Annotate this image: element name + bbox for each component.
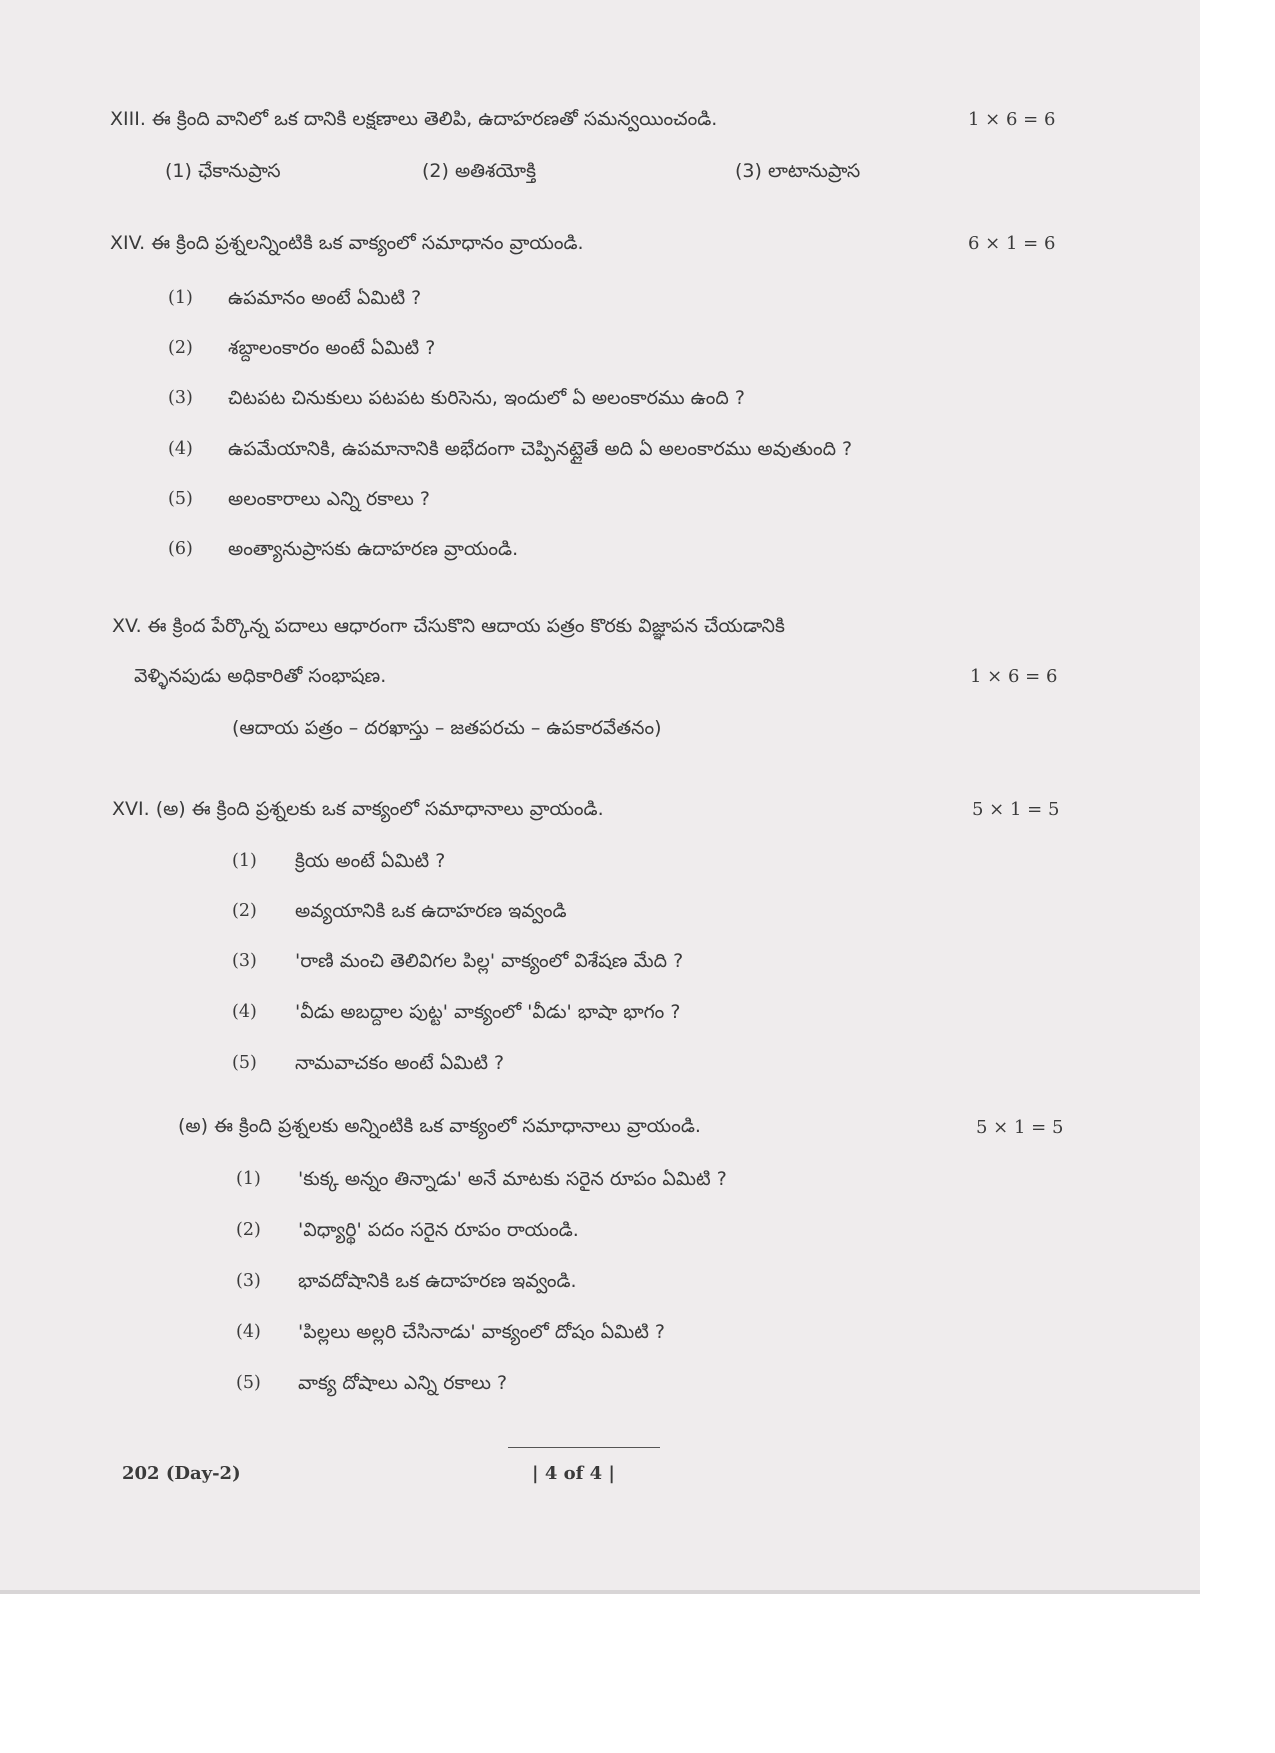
q16b-item-text: వాక్య దోషాలు ఎన్ని రకాలు ? xyxy=(298,1372,508,1394)
q14-text: XIV. ఈ క్రింది ప్రశ్నలన్నింటికి ఒక వాక్యంలో సమాధానం వ్రాయండి. xyxy=(110,232,584,254)
q16a-item-num: (5) xyxy=(232,1053,257,1073)
q14-item-text: ఉపమేయానికి, ఉపమానానికి అభేదంగా చెప్పినట్లైతే అది ఏ అలంకారము అవుతుంది ? xyxy=(228,438,853,460)
q14-item-num: (1) xyxy=(168,288,193,308)
q16b-item-num: (5) xyxy=(236,1373,261,1393)
q16a-item-num: (2) xyxy=(232,901,257,921)
q14-item-text: ఉపమానం అంటే ఏమిటి ? xyxy=(228,287,422,309)
q13-option-3: (3) లాటానుప్రాస xyxy=(735,160,861,182)
q13-text: XIII. ఈ క్రింది వానిలో ఒక దానికి లక్షణాలు తెలిపి, ఉదాహరణతో సమన్వయించండి. xyxy=(110,108,718,130)
q16a-item-text: నామవాచకం అంటే ఏమిటి ? xyxy=(295,1052,505,1074)
q15-marks: 1 × 6 = 6 xyxy=(970,666,1058,687)
q15-text-line1: XV. ఈ క్రింద పేర్కొన్న పదాలు ఆధారంగా చేసుకొని ఆదాయ పత్రం కొరకు విజ్ఞాపన చేయడానికి xyxy=(112,615,785,637)
q13-option-1: (1) ఛేకానుప్రాస xyxy=(165,160,281,182)
q14-item-text: అంత్యానుప్రాసకు ఉదాహరణ వ్రాయండి. xyxy=(228,538,519,560)
q16a-text: XVI. (అ) ఈ క్రింది ప్రశ్నలకు ఒక వాక్యంలో సమాధానాలు వ్రాయండి. xyxy=(112,798,604,820)
q14-item-num: (3) xyxy=(168,388,193,408)
q16b-item-text: 'కుక్క అన్నం తిన్నాడు' అనే మాటకు సరైన రూపం ఏమిటి ? xyxy=(298,1168,727,1190)
q14-item-num: (5) xyxy=(168,489,193,509)
q14-item-text: అలంకారాలు ఎన్ని రకాలు ? xyxy=(228,488,430,510)
q16a-item-num: (1) xyxy=(232,851,257,871)
q16b-item-text: 'విధ్యార్థి' పదం సరైన రూపం రాయండి. xyxy=(298,1219,579,1241)
q16b-item-num: (3) xyxy=(236,1271,261,1291)
q15-words: (ఆదాయ పత్రం – దరఖాస్తు – జతపరచు – ఉపకారవేతనం) xyxy=(232,717,662,739)
q16a-item-text: 'వీడు అబద్దాల పుట్ట' వాక్యంలో 'వీడు' భాషా భాగం ? xyxy=(295,1001,681,1023)
q16a-item-text: 'రాణి మంచి తెలివిగల పిల్ల' వాక్యంలో విశేషణ మేది ? xyxy=(295,950,684,972)
q14-item-text: శబ్దాలంకారం అంటే ఏమిటి ? xyxy=(228,337,436,359)
q16b-text: (అ) ఈ క్రింది ప్రశ్నలకు అన్నింటికి ఒక వాక్యంలో సమాధానాలు వ్రాయండి. xyxy=(178,1115,701,1137)
q16a-item-num: (3) xyxy=(232,951,257,971)
q16b-item-num: (4) xyxy=(236,1322,261,1342)
page-edge xyxy=(0,1590,1200,1594)
q13-option-2: (2) అతిశయోక్తి xyxy=(422,160,537,182)
q16b-marks: 5 × 1 = 5 xyxy=(976,1117,1064,1138)
q14-marks: 6 × 1 = 6 xyxy=(968,233,1056,254)
q14-item-num: (4) xyxy=(168,439,193,459)
q14-item-num: (6) xyxy=(168,539,193,559)
q14-item-text: చిటపట చినుకులు పటపట కురిసెను, ఇందులో ఏ అలంకారము ఉంది ? xyxy=(228,387,745,409)
q16b-item-text: భావదోషానికి ఒక ఉదాహరణ ఇవ్వండి. xyxy=(298,1270,577,1292)
q16a-marks: 5 × 1 = 5 xyxy=(972,799,1060,820)
q16a-item-text: క్రియ అంటే ఏమిటి ? xyxy=(295,850,446,872)
q16b-item-num: (2) xyxy=(236,1220,261,1240)
paper-code: 202 (Day-2) xyxy=(122,1463,241,1484)
page-number: | 4 of 4 | xyxy=(532,1463,615,1484)
q16b-item-num: (1) xyxy=(236,1169,261,1189)
q15-text-line2: వెళ్ళినపుడు అధికారితో సంభాషణ. xyxy=(134,665,387,687)
footer-divider xyxy=(508,1447,660,1448)
q16b-item-text: 'పిల్లలు అల్లరి చేసినాడు' వాక్యంలో దోషం ఏమిటి ? xyxy=(298,1321,665,1343)
q16a-item-num: (4) xyxy=(232,1002,257,1022)
q14-item-num: (2) xyxy=(168,338,193,358)
q16a-item-text: అవ్యయానికి ఒక ఉదాహరణ ఇవ్వండి xyxy=(295,900,567,922)
q13-marks: 1 × 6 = 6 xyxy=(968,109,1056,130)
